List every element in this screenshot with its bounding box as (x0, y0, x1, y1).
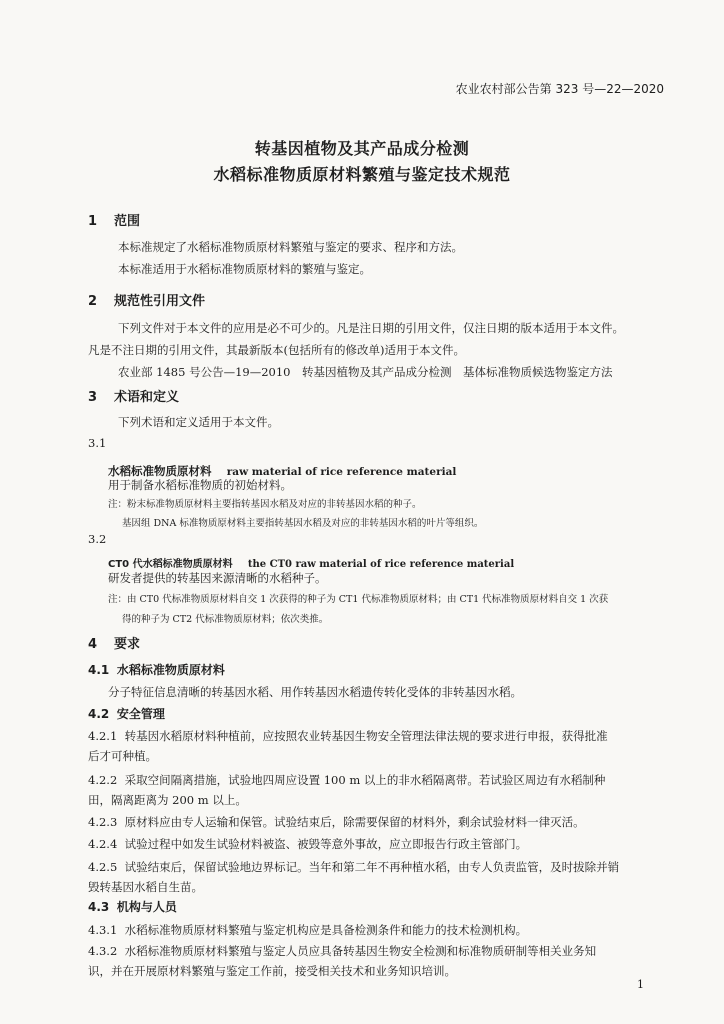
clause-4-2-2-cont: 田，隔离距离为 200 m 以上。 (88, 793, 247, 807)
title-line-2: 水稻标准物质原材料繁殖与鉴定技术规范 (213, 165, 511, 184)
term-3-2-definition: 研发者提供的转基因来源清晰的水稻种子。 (108, 571, 327, 585)
clause-4-3-2: 4.3.2 水稻标准物质原材料繁殖与鉴定人员应具备转基因生物安全检测和标准物质研制等相关业务知 (88, 944, 597, 958)
term-3-1-note-2: 基因组 DNA 标准物质原材料主要指转基因水稻及对应的非转基因水稻的叶片等组织。 (122, 518, 484, 529)
section-2-heading: 2 规范性引用文件 (88, 294, 206, 309)
section-3-para: 下列术语和定义适用于本文件。 (118, 415, 279, 429)
term-3-1-note-1: 注：粉末标准物质原材料主要指转基因水稻及对应的非转基因水稻的种子。 (108, 499, 422, 510)
section-1-para-2: 本标准适用于水稻标准物质原材料的繁殖与鉴定。 (118, 262, 371, 276)
section-4-2-heading: 4.2 安全管理 (88, 707, 165, 721)
term-3-2-number: 3.2 (88, 532, 107, 546)
clause-4-2-3: 4.2.3 原材料应由专人运输和保管。试验结束后，除需要保留的材料外，剩余试验材料一律灭活。 (88, 815, 585, 829)
clause-4-2-2: 4.2.2 采取空间隔离措施，试验地四周应设置 100 m 以上的非水稻隔离带。若试验区周边有水稻制种 (88, 773, 606, 787)
section-4-1-heading: 4.1 水稻标准物质原材料 (88, 663, 225, 677)
section-4-heading: 4 要求 (88, 637, 141, 652)
clause-4-2-5: 4.2.5 试验结束后，保留试验地边界标记。当年和第二年不再种植水稻，由专人负责监管，及时拔除并销 (88, 860, 620, 874)
page-number: 1 (637, 978, 644, 991)
term-3-2-note-2: 得的种子为 CT2 代标准物质原材料；依次类推。 (122, 614, 329, 625)
term-3-1-number: 3.1 (88, 436, 107, 450)
section-1-heading: 1 范围 (88, 214, 141, 229)
term-3-1-definition: 用于制备水稻标准物质的初始材料。 (108, 478, 292, 492)
title-line-1: 转基因植物及其产品成分检测 (254, 139, 470, 158)
section-2-para-1b: 凡是不注日期的引用文件，其最新版本(包括所有的修改单)适用于本文件。 (88, 343, 465, 357)
clause-4-2-1: 4.2.1 转基因水稻原材料种植前，应按照农业转基因生物安全管理法律法规的要求进行申报，获得批准 (88, 729, 608, 743)
term-3-2-heading: CT0 代水稻标准物质原材料 the CT0 raw material of rice reference material (108, 559, 515, 570)
section-1-para-1: 本标准规定了水稻标准物质原材料繁殖与鉴定的要求、程序和方法。 (118, 240, 463, 254)
clause-4-2-5-cont: 毁转基因水稻自生苗。 (88, 880, 203, 894)
clause-4-2-4: 4.2.4 试验过程中如发生试验材料被盗、被毁等意外事故，应立即报告行政主管部门。 (88, 837, 528, 851)
clause-4-3-1: 4.3.1 水稻标准物质原材料繁殖与鉴定机构应是具备检测条件和能力的技术检测机构。 (88, 923, 528, 937)
term-3-2-note-1: 注：由 CT0 代标准物质原材料自交 1 次获得的种子为 CT1 代标准物质原材料；由 CT1 代标准物质原材料自交 1 次获 (108, 594, 609, 605)
section-3-heading: 3 术语和定义 (88, 390, 180, 405)
term-3-1-heading: 水稻标准物质原材料 raw material of rice reference material (108, 464, 457, 478)
clause-4-2-1-cont: 后才可种植。 (88, 749, 157, 763)
section-2-para-1a: 下列文件对于本文件的应用是必不可少的。凡是注日期的引用文件，仅注日期的版本适用于本文件。 (118, 321, 624, 335)
clause-4-3-2-cont: 识，并在开展原材料繁殖与鉴定工作前，接受相关技术和业务知识培训。 (88, 964, 456, 978)
normative-reference: 农业部 1485 号公告—19—2010 转基因植物及其产品成分检测 基体标准物质候选物鉴定方法 (118, 365, 613, 379)
section-4-3-heading: 4.3 机构与人员 (88, 900, 177, 914)
section-4-1-para: 分子特征信息清晰的转基因水稻、用作转基因水稻遗传转化受体的非转基因水稻。 (108, 685, 522, 699)
document-header: 农业农村部公告第 323 号—22—2020 (455, 82, 664, 96)
